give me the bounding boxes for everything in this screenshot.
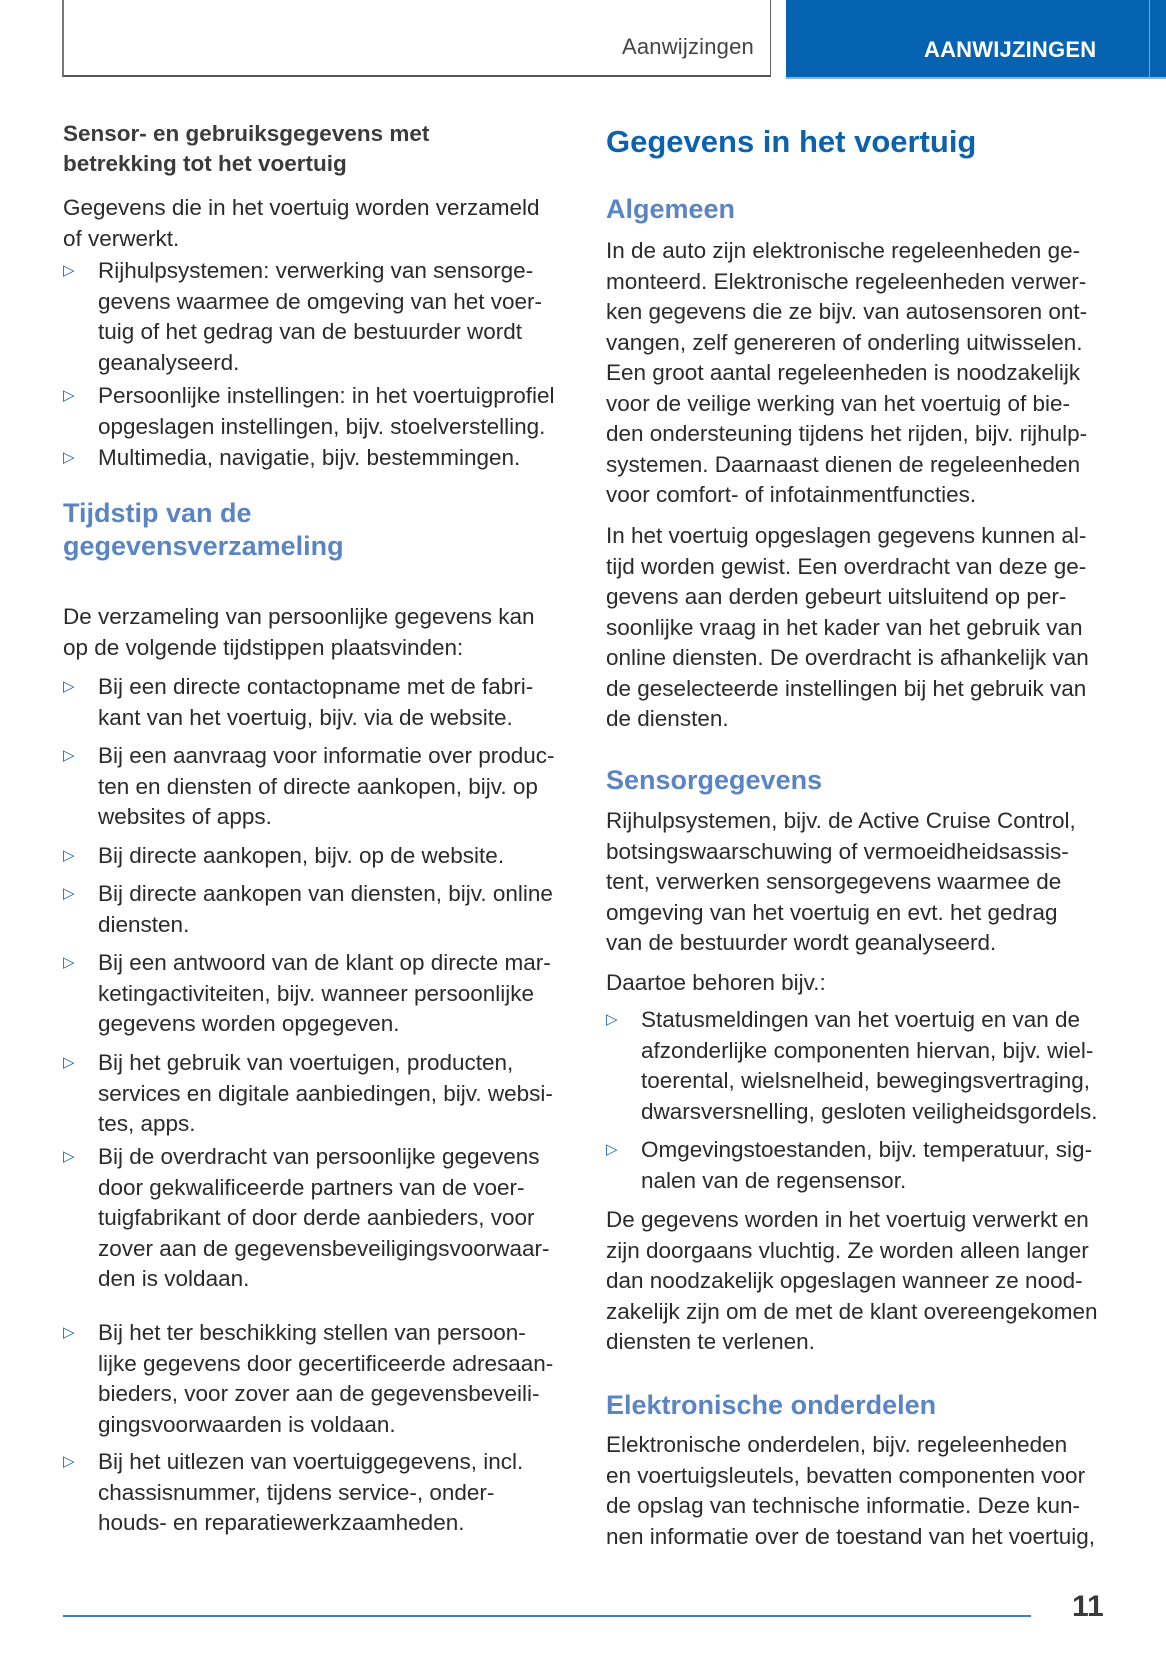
text-line: Bij de overdracht van persoonlijke gegevens bbox=[98, 1144, 540, 1169]
paragraph-sensor-data-1 bbox=[606, 806, 1076, 959]
list-item-text bbox=[641, 1005, 1098, 1127]
list-item-text bbox=[98, 1318, 553, 1440]
text-line: In het voertuig opgeslagen gegevens kunnen al- bbox=[606, 523, 1087, 548]
text-line: Rijhulpsystemen, bijv. de Active Cruise Control, bbox=[606, 808, 1076, 833]
text-line: monteerd. Elektronische regeleenheden verwer- bbox=[606, 268, 1087, 294]
text-line: zijn doorgaans vluchtig. Ze worden alleen langer bbox=[606, 1237, 1089, 1263]
text-line: De verzameling van persoonlijke gegevens kan bbox=[63, 604, 535, 629]
triangle-bullet-icon: ▷ bbox=[63, 387, 75, 404]
text-line: Bij een directe contactopname met de fabri- bbox=[98, 674, 534, 699]
list-item-text bbox=[98, 879, 553, 940]
paragraph-electronic-parts bbox=[606, 1430, 1095, 1552]
text-line: zakelijk zijn om de met de klant overeengekomen bbox=[606, 1298, 1098, 1324]
text-line: zover aan de gegevensbeveiligingsvoorwaar- bbox=[98, 1235, 550, 1261]
text-line: van de bestuurder wordt geanalyseerd. bbox=[606, 930, 997, 955]
text-line: Een groot aantal regeleenheden is noodzakelijk bbox=[606, 360, 1081, 385]
text-line: diensten te verlenen. bbox=[606, 1329, 815, 1354]
triangle-bullet-icon: ▷ bbox=[606, 1141, 618, 1158]
triangle-bullet-icon: ▷ bbox=[63, 885, 75, 902]
text-line: voor de veilige werking van het voertuig of bie- bbox=[606, 390, 1071, 416]
text-line: afzonderlijke componenten hiervan, bijv. wiel- bbox=[641, 1037, 1094, 1063]
text-line: ketingactiviteiten, bijv. wanneer persoonlijke bbox=[98, 980, 535, 1006]
text-line: vangen, zelf genereren of onderling uitwisselen. bbox=[606, 329, 1083, 355]
text-line: lijke gegevens door gecertificeerde adresaan- bbox=[98, 1350, 554, 1376]
triangle-bullet-icon: ▷ bbox=[63, 1054, 75, 1071]
text-line: tuigfabrikant of door derde aanbieders, voor bbox=[98, 1205, 535, 1230]
text-line: Omgevingstoestanden, bijv. temperatuur, sig- bbox=[641, 1137, 1093, 1162]
list-item-text bbox=[98, 1447, 523, 1539]
triangle-bullet-icon: ▷ bbox=[63, 1453, 75, 1470]
heading-sensor-data: Sensorgegevens bbox=[606, 765, 823, 795]
text-line: gevens aan derden gebeurt uitsluitend op per- bbox=[606, 584, 1067, 609]
text-line: tijd worden gewist. Een overdracht van deze ge- bbox=[606, 553, 1087, 579]
paragraph-time-of-collection-intro bbox=[63, 602, 535, 663]
list-item-text bbox=[98, 1142, 550, 1295]
text-line: nalen van de regensensor. bbox=[641, 1167, 907, 1193]
text-line: Gegevens die in het voertuig worden verzameld bbox=[63, 195, 540, 220]
running-header-box bbox=[62, 0, 771, 77]
text-line: de opslag van technische informatie. Deze kun- bbox=[606, 1493, 1081, 1518]
paragraph-general-2 bbox=[606, 521, 1089, 735]
text-line: In de auto zijn elektronische regeleenheden ge- bbox=[606, 238, 1081, 263]
paragraph-general-1 bbox=[606, 236, 1087, 511]
list-item-text bbox=[98, 672, 533, 733]
chapter-tab-divider bbox=[1149, 0, 1150, 77]
text-line: de geselecteerde instellingen bij het gebruik van bbox=[606, 675, 1087, 701]
paragraph-sensor-data-3 bbox=[606, 1205, 1098, 1358]
list-item-text bbox=[98, 256, 542, 378]
text-line: Sensor- en gebruiksgegevens met bbox=[63, 121, 430, 146]
text-line: Statusmeldingen van het voertuig en van de bbox=[641, 1007, 1081, 1032]
text-line: omgeving van het voertuig en evt. het gedrag bbox=[606, 899, 1058, 925]
text-line: voor comfort- of infotainmentfuncties. bbox=[606, 482, 977, 507]
text-line: op de volgende tijdstippen plaatsvinden: bbox=[63, 634, 464, 660]
triangle-bullet-icon: ▷ bbox=[63, 847, 75, 864]
list-item-text bbox=[98, 381, 555, 442]
text-line: kant van het voertuig, bijv. via de website. bbox=[98, 704, 513, 730]
text-line: soonlijke vraag in het kader van het gebruik van bbox=[606, 614, 1083, 640]
text-line: Daartoe behoren bijv.: bbox=[606, 970, 826, 995]
text-line: Elektronische onderdelen, bijv. regeleenheden bbox=[606, 1432, 1068, 1457]
text-line: Tijdstip van de bbox=[63, 498, 252, 528]
triangle-bullet-icon: ▷ bbox=[63, 262, 75, 279]
text-line: of verwerkt. bbox=[63, 225, 180, 251]
text-line: chassisnummer, tijdens service-, onder- bbox=[98, 1479, 495, 1505]
text-line: tes, apps. bbox=[98, 1111, 196, 1136]
paragraph-sensor-data-2 bbox=[606, 968, 826, 999]
chapter-tab-label: AANWIJZINGEN bbox=[924, 37, 1097, 62]
triangle-bullet-icon: ▷ bbox=[63, 1324, 75, 1341]
text-line: tent, verwerken sensorgegevens waarmee de bbox=[606, 869, 1062, 894]
list-item-text bbox=[98, 1048, 553, 1140]
text-line: houds- en reparatiewerkzaamheden. bbox=[98, 1510, 465, 1535]
text-line: services en digitale aanbiedingen, bijv. websi- bbox=[98, 1080, 553, 1106]
triangle-bullet-icon: ▷ bbox=[63, 747, 75, 764]
text-line: dwarsversnelling, gesloten veiligheidsgordels. bbox=[641, 1098, 1098, 1124]
text-line: gevens waarmee de omgeving van het voer- bbox=[98, 288, 543, 314]
text-line: en voertuigsleutels, bevatten componenten voor bbox=[606, 1462, 1086, 1488]
text-line: botsingswaarschuwing of vermoeidheidsassis- bbox=[606, 838, 1069, 864]
chapter-tab bbox=[786, 0, 1166, 79]
text-line: Persoonlijke instellingen: in het voertuigprofiel bbox=[98, 383, 555, 408]
triangle-bullet-icon: ▷ bbox=[63, 678, 75, 695]
triangle-bullet-icon: ▷ bbox=[63, 449, 75, 466]
text-line: Bij het ter beschikking stellen van persoon- bbox=[98, 1320, 526, 1345]
text-line: de diensten. bbox=[606, 706, 729, 731]
text-line: Bij een aanvraag voor informatie over produc- bbox=[98, 743, 555, 768]
page-number: 11 bbox=[1072, 1590, 1104, 1623]
text-line: diensten. bbox=[98, 911, 190, 937]
text-line: dan noodzakelijk opgeslagen wanneer ze nood- bbox=[606, 1268, 1083, 1293]
list-item-text bbox=[641, 1135, 1092, 1196]
text-line: geanalyseerd. bbox=[98, 349, 240, 375]
text-line: opgeslagen instellingen, bijv. stoelverstelling. bbox=[98, 413, 546, 439]
text-line: toerental, wielsnelheid, bewegingsvertraging, bbox=[641, 1068, 1091, 1093]
text-line: betrekking tot het voertuig bbox=[63, 151, 347, 176]
list-item-text bbox=[98, 841, 504, 872]
text-line: Bij directe aankopen, bijv. op de website. bbox=[98, 843, 505, 868]
heading-electronic-parts: Elektronische onderdelen bbox=[606, 1390, 937, 1420]
running-header-label: Aanwijzingen bbox=[621, 34, 754, 59]
text-line: den is voldaan. bbox=[98, 1266, 250, 1291]
text-line: Bij directe aankopen van diensten, bijv. online bbox=[98, 881, 553, 906]
list-item-text bbox=[98, 443, 520, 474]
text-line: tuig of het gedrag van de bestuurder wordt bbox=[98, 319, 523, 344]
triangle-bullet-icon: ▷ bbox=[63, 1148, 75, 1165]
heading-time-of-collection bbox=[63, 497, 344, 563]
text-line: Rijhulpsystemen: verwerking van sensorge- bbox=[98, 258, 534, 283]
text-line: ken gegevens die ze bijv. van autosensoren ont- bbox=[606, 299, 1088, 324]
list-item-text bbox=[98, 948, 551, 1040]
text-line: Multimedia, navigatie, bijv. bestemmingen. bbox=[98, 445, 521, 470]
list-item-text bbox=[98, 741, 555, 833]
text-line: gingsvoorwaarden is voldaan. bbox=[98, 1411, 396, 1437]
text-line: Bij een antwoord van de klant op directe mar- bbox=[98, 950, 551, 975]
text-line: Bij het gebruik van voertuigen, producten, bbox=[98, 1050, 514, 1075]
text-line: online diensten. De overdracht is afhankelijk van bbox=[606, 645, 1089, 670]
heading-general: Algemeen bbox=[606, 194, 736, 224]
text-line: De gegevens worden in het voertuig verwerkt en bbox=[606, 1207, 1089, 1232]
text-line: ten en diensten of directe aankopen, bijv. op bbox=[98, 773, 538, 799]
text-line: websites of apps. bbox=[98, 804, 272, 829]
text-line: systemen. Daarnaast dienen de regeleenheden bbox=[606, 451, 1081, 477]
text-line: door gekwalificeerde partners van de voer- bbox=[98, 1174, 525, 1200]
text-line: bieders, voor zover aan de gegevensbeveili- bbox=[98, 1381, 540, 1406]
footer-rule bbox=[63, 1615, 1031, 1617]
triangle-bullet-icon: ▷ bbox=[63, 954, 75, 971]
text-line: Bij het uitlezen van voertuiggegevens, incl. bbox=[98, 1449, 524, 1474]
text-line: nen informatie over de toestand van het voertuig, bbox=[606, 1523, 1096, 1549]
heading-sensor-usage-data bbox=[63, 119, 429, 179]
triangle-bullet-icon: ▷ bbox=[606, 1011, 618, 1028]
page-title: Gegevens in het voertuig bbox=[606, 124, 977, 159]
text-line: den ondersteuning tijdens het rijden, bijv. rijhulp- bbox=[606, 421, 1088, 446]
text-line: gegevens worden opgegeven. bbox=[98, 1011, 400, 1036]
text-line: gegevensverzameling bbox=[63, 531, 344, 561]
paragraph-sensor-usage-intro bbox=[63, 193, 540, 254]
